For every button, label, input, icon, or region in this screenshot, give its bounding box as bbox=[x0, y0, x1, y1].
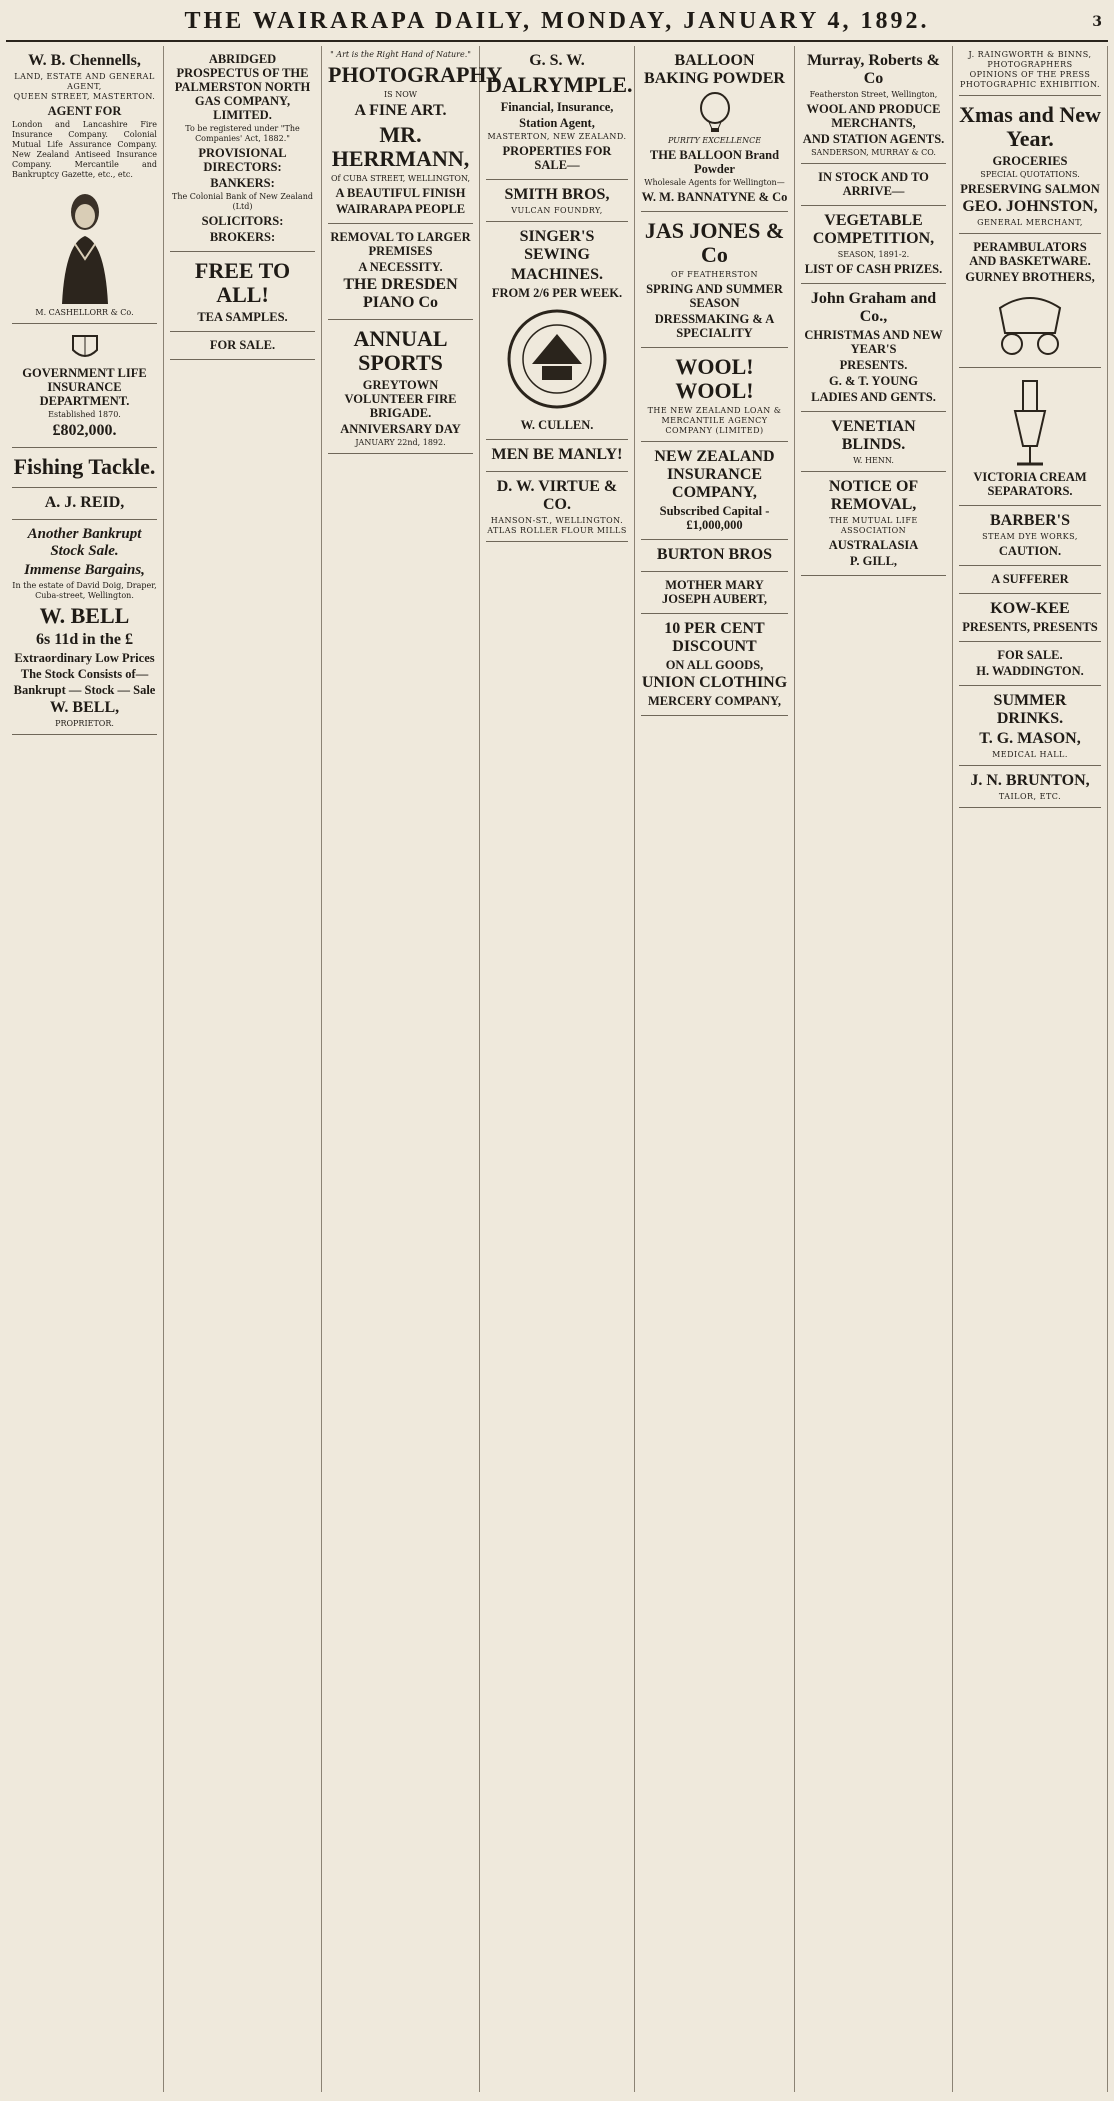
victoria: VICTORIA CREAM SEPARATORS. bbox=[973, 470, 1087, 498]
for-sale-7: FOR SALE. bbox=[997, 648, 1063, 662]
established: Established 1870. bbox=[48, 410, 121, 419]
medical-hall: MEDICAL HALL. bbox=[992, 750, 1068, 759]
purity: PURITY EXCELLENCE bbox=[667, 136, 762, 145]
column-5 bbox=[635, 46, 795, 2092]
ad-union-clothing bbox=[641, 614, 788, 716]
of-featherston: OF FEATHERSTON bbox=[671, 270, 758, 279]
ad-dalrymple bbox=[486, 46, 633, 180]
art-line: " Art is the Right Hand of Nature." bbox=[330, 50, 471, 59]
is-now: IS NOW bbox=[384, 90, 417, 99]
ad-venetian bbox=[801, 412, 946, 472]
ad-summer-drinks bbox=[959, 686, 1101, 766]
ad-jas-jones bbox=[641, 212, 788, 348]
photographers: J. RAINGWORTH & BINNS, PHOTOGRAPHERS bbox=[968, 50, 1092, 69]
station-agent: Station Agent, bbox=[519, 116, 595, 130]
masthead-title: THE WAIRARAPA DAILY, MONDAY, JANUARY 4, 1892. bbox=[184, 8, 930, 34]
newspaper-page bbox=[6, 6, 1108, 2095]
tailor: TAILOR, ETC. bbox=[998, 792, 1062, 801]
ad-bankrupt-stock bbox=[12, 520, 157, 735]
john-graham: John Graham and Co., bbox=[810, 290, 937, 325]
the-balloon: THE BALLOON Brand Powder bbox=[649, 148, 780, 176]
smith-bros: SMITH BROS, bbox=[504, 186, 610, 203]
balloon-icon bbox=[685, 92, 745, 132]
tea-samples: TEA SAMPLES. bbox=[197, 310, 288, 324]
ad-singer bbox=[486, 222, 628, 440]
masthead bbox=[6, 6, 1108, 42]
ad-men-manly bbox=[486, 440, 628, 472]
union-clothing: UNION CLOTHING bbox=[641, 674, 788, 691]
dalrymple-name: DALRYMPLE. bbox=[486, 72, 633, 97]
venetian: VENETIAN BLINDS. bbox=[831, 418, 916, 453]
ad-for-sale bbox=[170, 332, 315, 360]
properties: PROPERTIES FOR SALE— bbox=[502, 144, 612, 172]
singer-logo-illustration bbox=[497, 304, 617, 414]
presents: PRESENTS. bbox=[839, 358, 908, 372]
column-2 bbox=[164, 46, 322, 2092]
gurney: GURNEY BROTHERS, bbox=[965, 270, 1095, 284]
bannatyne: W. M. BANNATYNE & Co bbox=[641, 190, 788, 204]
kowkee: KOW-KEE bbox=[990, 600, 1070, 617]
special: SPECIAL QUOTATIONS. bbox=[980, 170, 1080, 179]
chennells-name: W. B. Chennells, bbox=[28, 52, 141, 69]
mcarthur-name: M. CASHELLORR & Co. bbox=[35, 308, 134, 317]
photo-exhib: PHOTOGRAPHIC EXHIBITION. bbox=[960, 80, 1100, 89]
xmas: Xmas and New Year. bbox=[959, 102, 1101, 151]
notice-removal: NOTICE OF REMOVAL, bbox=[828, 478, 919, 513]
groceries: GROCERIES bbox=[992, 154, 1068, 168]
column-6 bbox=[795, 46, 953, 2092]
from-price: FROM 2/6 PER WEEK. bbox=[491, 286, 623, 300]
ladies: LADIES AND GENTS. bbox=[811, 390, 936, 404]
fine-art: A FINE ART. bbox=[354, 102, 447, 119]
perambulator-illustration bbox=[990, 288, 1070, 358]
virtue: D. W. VIRTUE & CO. bbox=[496, 478, 618, 513]
anniversary: ANNIVERSARY DAY bbox=[340, 422, 461, 436]
bell-name: W. BELL bbox=[39, 603, 130, 628]
cash-prizes: LIST OF CASH PRIZES. bbox=[804, 262, 943, 276]
column-7 bbox=[953, 46, 1108, 2092]
ad-photographers bbox=[959, 46, 1101, 96]
lady-portrait-illustration bbox=[50, 184, 120, 304]
burton: BURTON BROS bbox=[656, 546, 773, 563]
balloon: BALLOON BAKING POWDER bbox=[644, 52, 785, 87]
ad-brunton bbox=[959, 766, 1101, 808]
australasia: AUSTRALASIA bbox=[828, 538, 919, 552]
bell-price: 6s 11d in the £ bbox=[36, 631, 133, 648]
subscribed: Subscribed Capital - £1,000,000 bbox=[659, 504, 770, 532]
station-agents: AND STATION AGENTS. bbox=[802, 132, 945, 146]
flour-mills: ATLAS ROLLER FLOUR MILLS bbox=[487, 526, 627, 535]
herrmann-sub: Of CUBA STREET, WELLINGTON, bbox=[330, 174, 471, 183]
annual-sports: ANNUAL SPORTS bbox=[353, 326, 448, 375]
gsw: G. S. W. bbox=[529, 52, 585, 69]
agent-for: AGENT FOR bbox=[47, 104, 122, 118]
ad-chennells bbox=[12, 46, 157, 324]
bankers: BANKERS: bbox=[210, 176, 275, 190]
removal: REMOVAL TO LARGER PREMISES bbox=[330, 230, 471, 258]
ad-balloon bbox=[641, 46, 788, 212]
brunton: J. N. BRUNTON, bbox=[970, 772, 1090, 789]
sports-date: JANUARY 22nd, 1892. bbox=[355, 438, 446, 447]
stock-consists: The Stock Consists of— bbox=[20, 667, 149, 681]
opinions: OPINIONS OF THE PRESS bbox=[969, 70, 1091, 79]
ad-barber bbox=[959, 506, 1101, 566]
ad-perambulators bbox=[959, 234, 1101, 368]
chennells-addr: QUEEN STREET, MASTERTON. bbox=[13, 92, 156, 101]
another-head: Another Bankrupt Stock Sale. bbox=[27, 526, 142, 559]
mutual: THE MUTUAL LIFE ASSOCIATION bbox=[829, 516, 918, 535]
ad-sufferer bbox=[959, 566, 1101, 594]
masterton-nz: MASTERTON, NEW ZEALAND. bbox=[487, 132, 627, 141]
waddington: H. WADDINGTON. bbox=[976, 664, 1084, 678]
beautiful-finish: A BEAUTIFUL FINISH bbox=[335, 186, 466, 200]
presents-kowkee: PRESENTS, PRESENTS bbox=[962, 620, 1098, 634]
ad-government-insurance bbox=[12, 324, 157, 448]
financial: Financial, Insurance, bbox=[500, 100, 614, 114]
ad-free-to-all bbox=[170, 252, 315, 332]
bell-footer: W. BELL, bbox=[49, 699, 120, 716]
greytown: GREYTOWN VOLUNTEER FIRE BRIGADE. bbox=[344, 378, 457, 420]
ad-reid bbox=[12, 488, 157, 520]
ad-in-stock bbox=[801, 164, 946, 206]
mercery: MERCERY COMPANY, bbox=[647, 694, 782, 708]
ad-fishing-tackle bbox=[12, 448, 157, 488]
ad-nz-insurance bbox=[641, 442, 788, 540]
wairarapa-people: WAIRARAPA PEOPLE bbox=[335, 202, 466, 216]
ad-mother-aubert bbox=[641, 572, 788, 614]
general-merchant: GENERAL MERCHANT, bbox=[977, 218, 1083, 227]
column-1 bbox=[6, 46, 164, 2092]
in-stock: IN STOCK AND TO ARRIVE— bbox=[818, 170, 929, 198]
low-prices: Extraordinary Low Prices bbox=[14, 651, 155, 665]
ad-virtue bbox=[486, 472, 628, 542]
ad-smith-bros bbox=[486, 180, 628, 222]
mason: T. G. MASON, bbox=[979, 730, 1081, 747]
reid-name: A. J. REID, bbox=[44, 494, 125, 511]
solicitors: SOLICITORS: bbox=[201, 214, 284, 228]
featherston-st: Featherston Street, Wellington, bbox=[809, 90, 938, 99]
ad-vegetable bbox=[801, 206, 946, 284]
cullen: W. CULLEN. bbox=[520, 418, 594, 432]
chennells-line: LAND, ESTATE AND GENERAL AGENT, bbox=[14, 72, 155, 91]
column-3 bbox=[322, 46, 503, 2092]
nz-insurance: NEW ZEALAND INSURANCE COMPANY, bbox=[654, 448, 775, 501]
steam: STEAM DYE WORKS, bbox=[982, 532, 1078, 541]
vegetable: VEGETABLE COMPETITION, bbox=[812, 212, 935, 247]
agent-text: London and Lancashire Fire Insurance Company. Colonial Mutual Life Assurance Company. New Zealand Antiseed Insurance Company. Mercantile and Bankruptcy Gazette, etc., etc. bbox=[12, 120, 157, 179]
jones: JAS JONES & Co bbox=[644, 218, 785, 267]
nz-loan: THE NEW ZEALAND LOAN & MERCANTILE AGENCY COMPANY (LIMITED) bbox=[647, 406, 782, 435]
free-head: FREE TO ALL! bbox=[194, 258, 291, 307]
ad-kowkee bbox=[959, 594, 1101, 642]
column-4 bbox=[480, 46, 635, 2092]
murray: Murray, Roberts & Co bbox=[807, 52, 940, 87]
henn: W. HENN. bbox=[853, 456, 894, 465]
immense-bargains: Immense Bargains, bbox=[24, 562, 145, 578]
perambulators: PERAMBULATORS AND BASKETWARE. bbox=[969, 240, 1091, 268]
ad-victoria bbox=[959, 368, 1101, 506]
dressmaking: DRESSMAKING & A SPECIALITY bbox=[654, 312, 775, 340]
hanson: HANSON-ST., WELLINGTON. bbox=[490, 516, 624, 525]
dresden: THE DRESDEN PIANO Co bbox=[343, 276, 458, 311]
johnston: GEO. JOHNSTON, bbox=[962, 198, 1098, 215]
brokers: BROKERS: bbox=[209, 230, 276, 244]
pgill: P. GILL, bbox=[849, 554, 898, 568]
for-sale: FOR SALE. bbox=[209, 338, 276, 352]
fishing-head: Fishing Tackle. bbox=[13, 454, 156, 479]
gt-young: G. & T. YOUNG bbox=[828, 374, 918, 388]
men-manly: MEN BE MANLY! bbox=[491, 446, 623, 463]
spring-summer: SPRING AND SUMMER SEASON bbox=[646, 282, 783, 310]
ad-dresden bbox=[328, 224, 473, 320]
wholesale: Wholesale Agents for Wellington— bbox=[644, 178, 785, 187]
ad-annual-sports bbox=[328, 320, 473, 454]
all-goods: ON ALL GOODS, bbox=[665, 658, 764, 672]
ad-xmas bbox=[959, 96, 1101, 234]
ad-murray-roberts bbox=[801, 46, 946, 164]
necessity: A NECESSITY. bbox=[358, 260, 443, 274]
mother: MOTHER MARY JOSEPH AUBERT, bbox=[662, 578, 767, 606]
ad-waddington bbox=[959, 642, 1101, 686]
cream-separator-illustration bbox=[1005, 376, 1055, 466]
christmas: CHRISTMAS AND NEW YEAR'S bbox=[804, 328, 943, 356]
ad-wool bbox=[641, 348, 788, 442]
machines: MACHINES. bbox=[510, 266, 603, 283]
ad-john-graham bbox=[801, 284, 946, 412]
gas-head: ABRIDGED PROSPECTUS OF THE PALMERSTON NORTH GAS COMPANY, LIMITED. bbox=[174, 52, 311, 122]
barber: BARBER'S bbox=[989, 512, 1071, 529]
singer: SINGER'S SEWING bbox=[519, 228, 595, 263]
ad-herrmann bbox=[328, 46, 503, 224]
reduction: 10 PER CENT DISCOUNT bbox=[664, 620, 765, 655]
wool: WOOL! WOOL! bbox=[675, 354, 754, 403]
sanderson: SANDERSON, MURRAY & CO. bbox=[811, 148, 936, 157]
page-number: 3 bbox=[1092, 14, 1102, 30]
wool-produce: WOOL AND PRODUCE MERCHANTS, bbox=[806, 102, 941, 130]
photo-head: PHOTOGRAPHY bbox=[328, 62, 503, 87]
vulcan: VULCAN FOUNDRY, bbox=[511, 206, 603, 215]
bankrupt-line: Bankrupt — Stock — Sale bbox=[13, 683, 156, 697]
gas-capital: To be registered under "The Companies' Act, 1882." bbox=[185, 124, 300, 143]
herrmann-name: MR. HERRMANN, bbox=[331, 122, 470, 171]
season: SEASON, 1891-2. bbox=[837, 250, 910, 259]
caution: CAUTION. bbox=[998, 544, 1062, 558]
ad-burton bbox=[641, 540, 788, 572]
proprietor: PROPRIETOR. bbox=[55, 719, 114, 728]
estate-text: In the estate of David Doig, Draper, Cuba-street, Wellington. bbox=[12, 581, 157, 600]
sufferer: A SUFFERER bbox=[991, 572, 1069, 586]
insurance-head: GOVERNMENT LIFE INSURANCE DEPARTMENT. bbox=[22, 366, 147, 408]
ad-gas-company bbox=[170, 46, 315, 252]
preserving: PRESERVING SALMON bbox=[960, 182, 1100, 196]
coat-of-arms-icon bbox=[65, 332, 105, 362]
bankers-name: The Colonial Bank of New Zealand (Ltd) bbox=[172, 192, 313, 211]
summer-drinks: SUMMER DRINKS. bbox=[993, 692, 1067, 727]
directors: PROVISIONAL DIRECTORS: bbox=[198, 146, 287, 174]
insurance-amount: £802,000. bbox=[52, 422, 117, 439]
ad-notice-removal bbox=[801, 472, 946, 576]
